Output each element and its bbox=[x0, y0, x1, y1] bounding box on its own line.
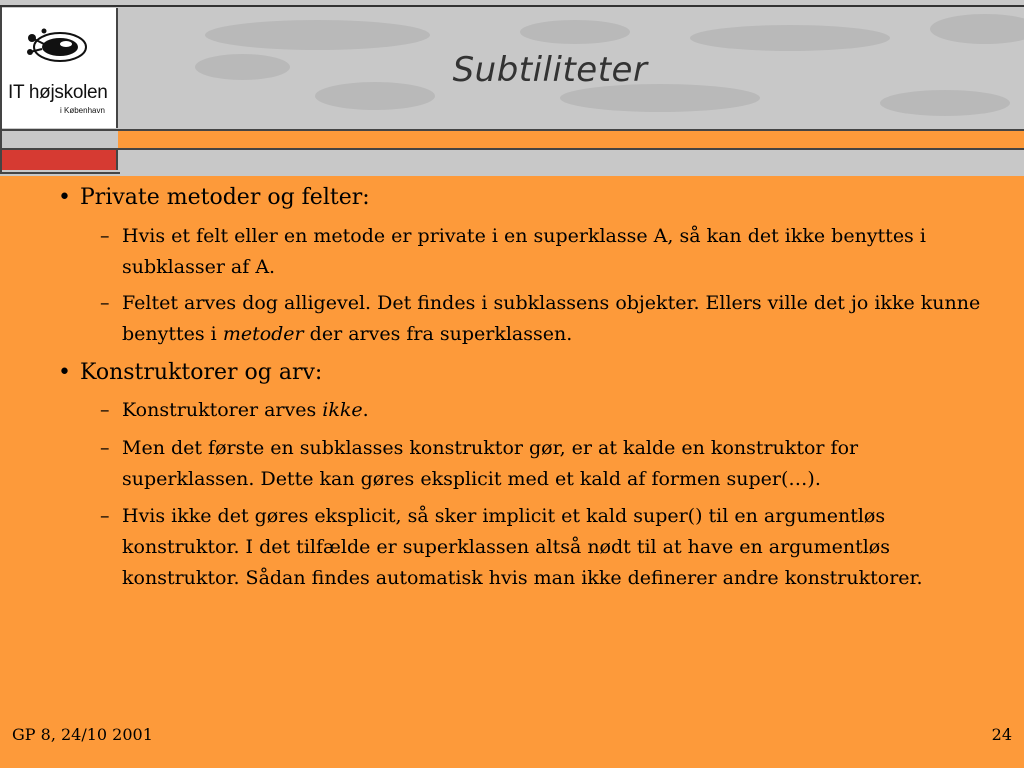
bullet-dot: • bbox=[58, 185, 71, 210]
sub-bullet-text: Hvis ikke det gøres eksplicit, så sker implicit et kald super() til en argumentløs konstruktor. I det tilfælde er superklassen altså nødt til at have en argumentløs konstruktor. Sådan findes automatisk hvis man ikke definerer andre konstruktorer. bbox=[122, 505, 923, 589]
bullet-dot: • bbox=[58, 360, 71, 385]
emphasis: metoder bbox=[222, 323, 304, 345]
decorative-blob bbox=[195, 54, 290, 80]
sub-bullet-text: Men det første en subklasses konstruktor gør, er at kalde en konstruktor for superklassen. Dette kan gøres eksplicit med et kald af formen super(…). bbox=[122, 437, 859, 490]
sub-bullet-dash: – bbox=[100, 399, 110, 421]
decorative-blob bbox=[520, 20, 630, 44]
decorative-blob bbox=[690, 25, 890, 51]
logo-name: IT højskolen bbox=[8, 82, 108, 103]
slide-header bbox=[0, 0, 1024, 176]
slide-title: Subtiliteter bbox=[452, 50, 648, 90]
header-red-block bbox=[2, 150, 118, 170]
header-divider bbox=[0, 172, 120, 174]
emphasis: ikke bbox=[322, 399, 363, 421]
sub-bullet-text: Konstruktorer arves ikke. bbox=[122, 399, 369, 421]
logo bbox=[2, 8, 118, 128]
footer-course-date: GP 8, 24/10 2001 bbox=[12, 725, 153, 744]
header-divider bbox=[0, 5, 1024, 7]
sub-bullet-item bbox=[100, 288, 980, 350]
decorative-blob bbox=[880, 90, 1010, 116]
bullet-text: Private metoder og felter: bbox=[80, 185, 370, 210]
header-divider bbox=[0, 148, 1024, 150]
sub-bullet-item bbox=[100, 433, 980, 495]
bullet-text: Konstruktorer og arv: bbox=[80, 360, 323, 385]
logo-emblem-icon bbox=[22, 22, 92, 72]
sub-bullet-dash: – bbox=[100, 225, 110, 247]
sub-bullet-dash: – bbox=[100, 292, 110, 314]
sub-bullet-item bbox=[100, 501, 980, 625]
logo-subtitle: i København bbox=[60, 106, 105, 115]
header-accent-strip bbox=[118, 131, 1024, 148]
sub-bullet-item bbox=[100, 395, 980, 426]
sub-bullet-dash: – bbox=[100, 437, 110, 459]
sub-bullet-text: Hvis et felt eller en metode er private i en superklasse A, så kan det ikke benyttes i subklasser af A. bbox=[122, 225, 926, 278]
sub-bullet-dash: – bbox=[100, 505, 110, 527]
decorative-blob bbox=[205, 20, 430, 50]
sub-bullet-item bbox=[100, 221, 980, 283]
decorative-blob bbox=[930, 14, 1024, 44]
footer-page-number: 24 bbox=[991, 725, 1012, 744]
sub-bullet-text: Feltet arves dog alligevel. Det findes i subklassens objekter. Ellers ville det jo ikke kunne benyttes i metoder der arves fra superklassen. bbox=[122, 292, 981, 345]
